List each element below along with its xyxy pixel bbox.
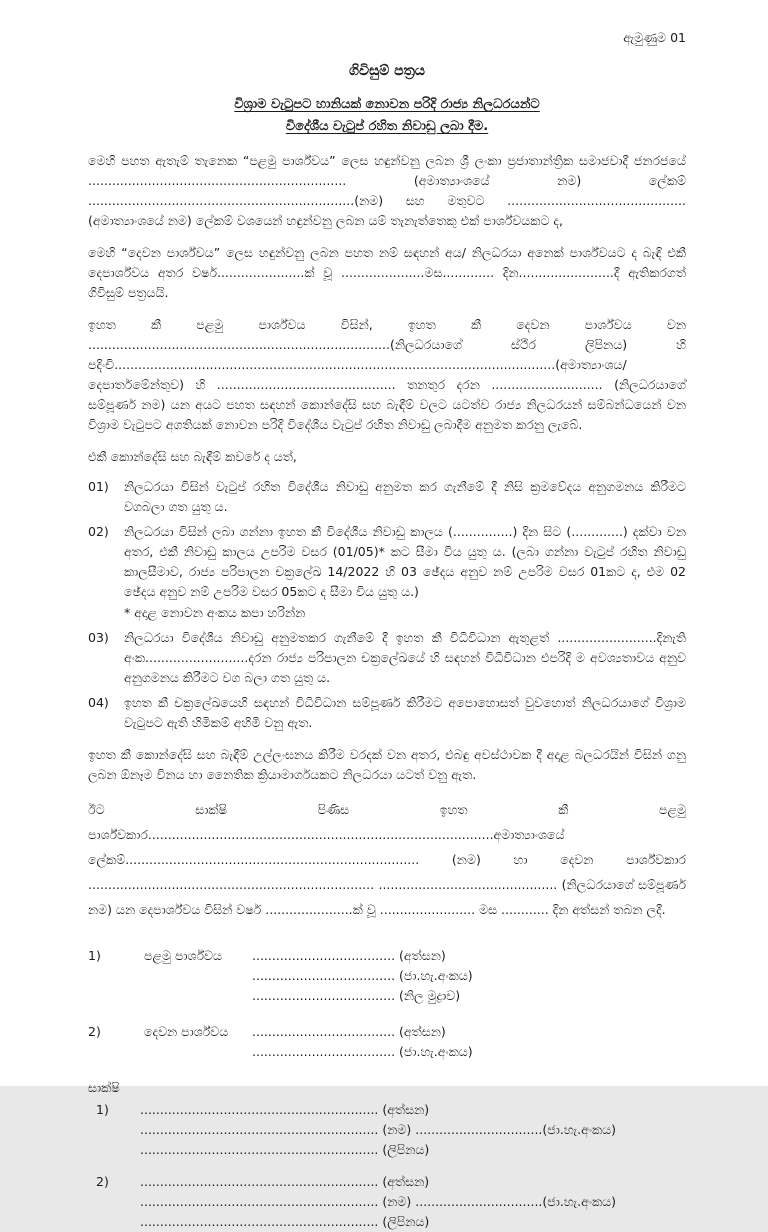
- signature-line-signature: .................................... (අත්සන): [252, 947, 446, 963]
- signature-number: 1): [88, 947, 101, 963]
- condition-item-01: [88, 477, 686, 517]
- paragraph-closing-attestation: ඊට සාක්ෂි පිණිස ඉහත කී පළමු පාර්ශ්වකාර.......................................................................................අමාත්‍යාංශයේ ලේකම්.......................................................................... (නම) හා දෙවන පාර්ශ්වකාර ........................................................................ ............................................. (නිලධරයාගේ සම්පූර්ණ නම) යන දෙපාර්ශ්වය විසින් වර්ෂ ......................ක් වූ ........................ මස ............ දින අත්සන් තබන ලදී.: [88, 801, 686, 917]
- paragraph-second-party: මෙහි “දෙවන පාර්ශ්වය” ලෙස හඳුන්වනු ලබන පහත නම් සඳහන් අය/ නිලධරයා අනෙක් පාර්ශ්වයට ද බැඳි එකී දෙපාර්ශ්වය අතර වර්ෂ......................ක් වූ .....................මස............. දින........................දී ඇතිකරගත් ගිවිසුම් පත්‍රයයි.: [88, 244, 686, 300]
- signature-line-nic: .................................... (ජා.හැ.අංකය): [252, 1043, 473, 1059]
- witness-line-name-nic: ............................................................ (නම) ................................(ජා.හැ.අංකය): [140, 1121, 617, 1137]
- condition-number: 01): [88, 478, 109, 494]
- signature-line-nic: .................................... (ජා.හැ.අංකය): [252, 967, 473, 983]
- signature-lines: [252, 1022, 686, 1062]
- witness-entry-2: [88, 1172, 686, 1232]
- signature-number: 2): [88, 1023, 101, 1039]
- witness-section: [88, 1078, 686, 1232]
- subtitle-line-2: විදේශීය වැටුප් රහිත නිවාඩු ලබා දීම.: [285, 119, 489, 135]
- signature-lines: [252, 946, 686, 1006]
- condition-item-03: [88, 628, 686, 688]
- witness-line-signature: ............................................................ (අත්සන): [140, 1101, 430, 1117]
- signature-party-label: පළමු පාර්ශ්වය: [144, 947, 222, 963]
- witness-line-name-nic: ............................................................ (නම) ................................(ජා.හැ.අංකය): [140, 1193, 617, 1209]
- signature-first-party: [88, 946, 686, 1006]
- condition-text: [124, 522, 686, 623]
- witness-section-title: සාක්ෂි: [88, 1079, 120, 1095]
- conditions-list: [88, 477, 686, 733]
- signature-line-official-seal: .................................... (නිල මුද්‍රාව): [252, 987, 461, 1003]
- condition-number: 04): [88, 694, 109, 710]
- condition-number: 03): [88, 629, 109, 645]
- page-title: ගිවිසුම් පත්‍රය: [349, 63, 425, 79]
- witness-number: 1): [96, 1101, 109, 1117]
- condition-text: නිලධරයා විසින් වැටුප් රහිත විදේශීය නිවාඩු අනුමත කර ගැනීමේ දී නිසි ක්‍රමවේදය අනුගමනය කිරීමට වගබලා ගත යුතු ය.: [124, 478, 686, 514]
- witness-line-address: ............................................................ (ලිපිනය): [140, 1213, 430, 1229]
- paragraph-violation: ඉහත කී කොන්දේසි සහ බැඳීම් උල්ලංඝනය කිරීම වරදක් වන අතර, එබඳු අවස්ථාවක දී අදාළ බලධරයින් විසින් ගනු ලබන ඕනෑම විනය හා නෛතික ක්‍රියාමාර්ගයකට නිලධරයා යටත් වනු ඇත.: [88, 746, 686, 782]
- condition-item-04: [88, 693, 686, 733]
- witness-line-address: ............................................................ (ලිපිනය): [140, 1141, 430, 1157]
- witness-entry-1: [88, 1100, 686, 1160]
- witness-lines: [140, 1172, 686, 1232]
- paragraph-first-party: මෙහි පහත ඇතැම් තැනෙක “පළමු පාර්ශ්වය” ලෙස හඳුන්වනු ලබන ශ්‍රී ලංකා ප්‍රජාතාන්ත්‍රික සමාජවාදී ජනරජයේ ................................................................. (අමාත්‍යාංශයේ නම) ලේකම් ...................................................................(නම) සහ මතුවට ............................................. (අමාත්‍යාංශයේ නම) ලේකම් වශයෙන් හඳුන්වනු ලබන යම් තැනැත්තෙකු එක් පාර්ශ්වයකට ද,: [88, 152, 686, 228]
- condition-text-main: නිලධරයා විසින් ලබා ගන්නා ඉහත කී විදේශීය නිවාඩු කාලය (...............) දින සිට (.............) දක්වා වන අතර, එකී නිවාඩු කාලය උපරිම වසර (01/05)* කට සීමා විය යුතු ය. (ලබා ගන්නා වැටුප් රහිත නිවාඩු කාලසීමාව, රාජ්‍ය පරිපාලන චක්‍රලේඛ 14/2022 හි 03 ඡේදය අනුව නම් උපරිම වසර 01කට ද, එම 02 ඡේදය අනුව නම් උපරිම වසර 05කට ද සීමා විය යුතු ය.): [124, 523, 686, 599]
- signature-second-party: [88, 1022, 686, 1062]
- condition-footnote: * අදාළ නොවන අංකය කපා හරින්න: [124, 604, 306, 620]
- document-subtitle: [88, 94, 686, 138]
- signature-party-label: දෙවන පාර්ශ්වය: [144, 1023, 229, 1039]
- witness-number: 2): [96, 1173, 109, 1189]
- condition-text: ඉහත කී චක්‍රලේඛයෙහි සඳහන් විධිවිධාන සම්පූර්ණ කිරීමට අපොහොසත් වුවහොත් නිලධරයාගේ විශ්‍රාම වැටුපට ඇති හිමිකම් අහිමි වනු ඇත.: [124, 694, 686, 730]
- conditions-intro: එකී කොන්දේසි සහ බැඳීම් කවරේ ද යත්,: [88, 448, 297, 464]
- signature-line-signature: .................................... (අත්සන): [252, 1023, 446, 1039]
- witness-lines: [140, 1100, 686, 1160]
- signature-section: [88, 946, 686, 1062]
- condition-number: 02): [88, 523, 109, 539]
- condition-text: නිලධරයා විදේශීය නිවාඩු අනුමතකර ගැනීමේ දී ඉහත කී විධිවිධාන ඇතුළත් .........................දිනැති අංක..........................දරන රාජ්‍ය පරිපාලන චක්‍රලේඛයේ හි සඳහන් විධිවිධාන එපරිදි ම අවශ්‍යතාවය අනුව අනුගමනය කිරීමට වග බලා ගත යුතු ය.: [124, 629, 686, 685]
- witness-line-signature: ............................................................ (අත්සන): [140, 1173, 430, 1189]
- annex-label: ඇමුණුම 01: [623, 30, 686, 45]
- subtitle-line-1: විශ්‍රාම වැටුපට හානියක් නොවන පරිදි රාජ්‍ය නිලධරයන්ට: [234, 97, 540, 113]
- paragraph-approval: ඉහත කී පළමු පාර්ශ්වය විසින්, ඉහත කී දෙවන පාර්ශ්වය වන ............................................................................(නිලධරයාගේ ස්ථීර ලිපිනය) හි පදිංචි...............................................................................................................(අමාත්‍යාංශය/දෙපාර්තමේන්තුව) හි ............................................. තනතුර දරන ............................ (නිලධරයාගේ සම්පූර්ණ නම) යන අයට පහත සඳහන් කොන්දේසි සහ බැඳීම් වලට යටත්ව රාජ්‍ය නිලධරයන් සම්බන්ධයෙන් වන විශ්‍රාම වැටුපට අගතියක් නොවන පරිදි විදේශීය වැටුප් රහිත නිවාඩු ලබාදීම අනුමත කරනු ලැබේ.: [88, 316, 686, 432]
- condition-item-02: [88, 522, 686, 623]
